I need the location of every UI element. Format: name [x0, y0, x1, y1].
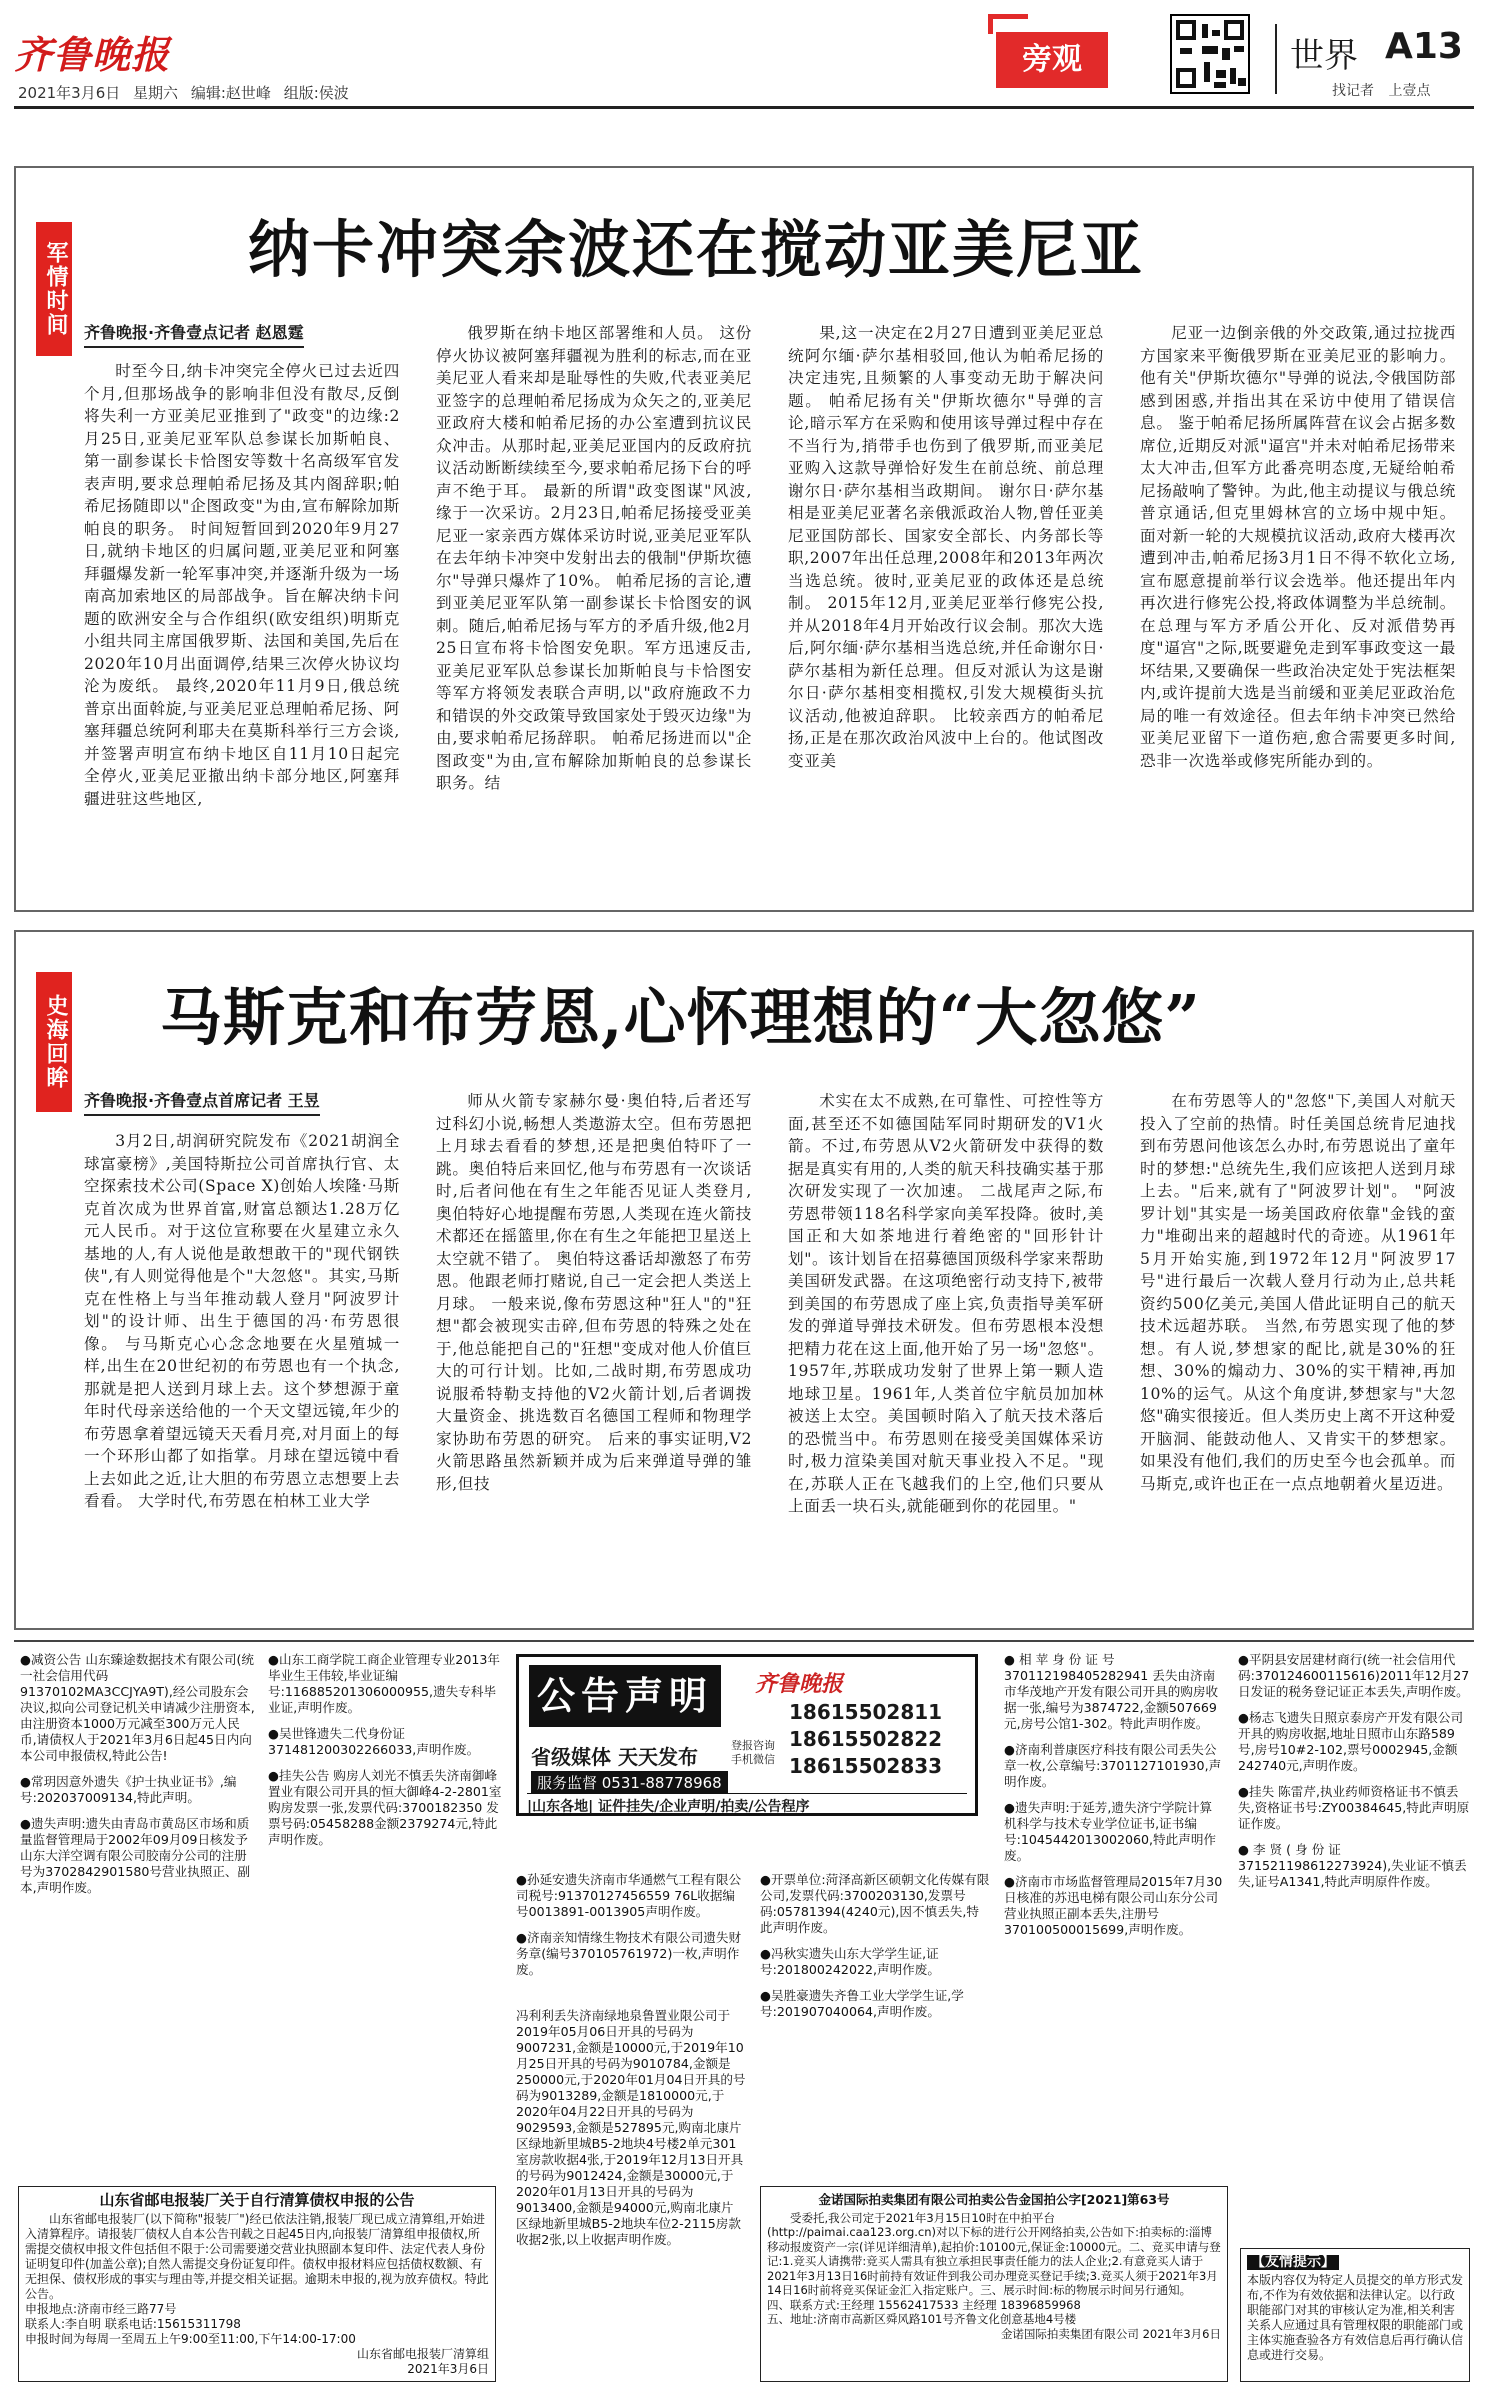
classifieds-column-4 — [760, 1872, 990, 2182]
auction-notice-title: 金诺国际拍卖集团有限公司拍卖公告金国拍公字[2021]第63号 — [818, 2192, 1170, 2207]
liquidation-notice-date: 2021年3月6日 — [407, 2362, 489, 2376]
classified-ad: ● 李 贤 ( 身 份 证371521198612273924),失业证不慎丢失,证号A1341,特此声明原件作废。 — [1238, 1842, 1467, 1889]
article1-column-3: 果,这一决定在2月27日遭到亚美尼亚总统阿尔缅·萨尔基相驳回,他认为帕希尼扬的决定违宪,且频繁的人事变动无助于解决问题。 帕希尼扬有关"伊斯坎德尔"导弹的言论,暗示军方在采购和使用该导弹过程中存在不当行为,捎带手也伤到了俄罗斯,而亚美尼亚购入这款导弹恰好发生在前总统、前总理谢尔日·萨尔基相当政期间。 谢尔日·萨尔基相是亚美尼亚著名亲俄派政治人物,曾任亚美尼亚国防部长、国家安全部长、内务部长等职,2007年出任总理,2008年和2013年两次当选总统。彼时,亚美尼亚的政体还是总统制。 2015年12月,亚美尼亚举行修宪公投,并从2018年4月开始改行议会制。那次大选后,阿尔缅·萨尔基相当选总统,并任命谢尔日·萨尔基相为新任总理。但反对派认为这是谢尔日·萨尔基相变相揽权,引发大规模街头抗议活动,他被迫辞职。 比较亲西方的帕希尼扬,正是在那次政治风波中上台的。他试图改变亚美 — [788, 324, 1104, 770]
auction-notice-contact: 四、联系方式:王经理 15562417533 主经理 18396859968 — [767, 2297, 1081, 2312]
classified-ad: ●济南利普康医疗科技有限公司丢失公章一枚,公章编号:3701127101930,声明作废。 — [1004, 1742, 1222, 1789]
classified-ad: ●平阴县安居建材商行(统一社会信用代码:370124600115616)2011年12月27日发证的税务登记证正本丢失,声明作废。 — [1238, 1652, 1470, 1699]
liquidation-notice — [18, 2186, 496, 2382]
notice-hotline: 服务监督 0531-88778968 — [531, 1771, 728, 1794]
classified-ad: ●吴胜豪遗失齐鲁工业大学学生证,学号:201907040064,声明作废。 — [760, 1988, 964, 2019]
notice-logo: 齐鲁晚报 — [755, 1671, 844, 1697]
notice-slogan: 省级媒体 天天发布 — [531, 1745, 698, 1769]
classifieds-column-5 — [1004, 1652, 1224, 2172]
classified-ad: ●挂失 陈雷芹,执业药师资格证书不慎丢失,资格证书号:ZY00384645,特此声明原证作废。 — [1238, 1784, 1470, 1831]
classified-ad: ●山东工商学院工商企业管理专业2013年毕业生王伟较,毕业证编号:116885201306000955,遗失专科毕业证,声明作废。 — [268, 1652, 500, 1715]
notice-phones — [789, 1699, 942, 1780]
section-badge: 旁观 — [996, 32, 1108, 88]
classified-ad: ●挂失公告 购房人刘光不慎丢失济南御峰置业有限公司开具的恒大御峰4-2-2801室购房发票一张,发票代码:3700182350 发票号码:05458288金额2379274元,特此声明作废。 — [268, 1768, 502, 1847]
qr-code-icon[interactable] — [1170, 14, 1250, 94]
classified-ad: ● 相 苹 身 份 证 号370112198405282941 丢失由济南市华茂地产开发有限公司开具的购房收据一张,编号为3874722,金额507669元,房号公馆1-302。特此声明作废。 — [1004, 1652, 1219, 1731]
friendly-tip-title: 【友情提示】 — [1247, 2255, 1339, 2270]
auction-notice-body: 受委托,我公司定于2021年3月15日10时在中拍平台(http://paimai.caa123.org.cn)对以下标的进行公开网络拍卖,公告如下:拍卖标的:淄博移动报废资产一宗(详见详细清单),起拍价:10100元,保证金:10000元。二、竞买申请与登记:1.竞买人请携带:竞买人需具有独立承担民事责任能力的法人企业;2.有意竞买人请于2021年3月13日16时前持有效证件到我公司办理竞买登记手续;3.竞买人须于2021年3月14日16时前将竞买保证金汇入指定账户。三、展示时间:标的物展示时间另行通知。 — [767, 2210, 1221, 2297]
classified-ad: ●遗失声明:遗失由青岛市黄岛区市场和质量监督管理局于2002年09月09日核发予山东大洋空调有限公司胶南分公司的注册号为3702842901580号营业执照正、副本,声明作废。 — [20, 1816, 251, 1895]
article1-tag: 军情时间 — [36, 222, 72, 356]
notice-contact-label: 登报咨询 手机微信 — [731, 1739, 775, 1766]
badge-corner-ornament — [988, 14, 1028, 34]
masthead-rule — [14, 106, 1474, 109]
classifieds-column-2 — [268, 1652, 504, 2002]
friendly-tip-body: 本版内容仅为特定人员提交的单方形式发布,不作为有效依据和法律认定。以行政职能部门对其的审核认定为准,相关利害关系人应通过具有管理权限的职能部门或主体实施查验各方有效信息后再行确认信息或进行交易。 — [1247, 2273, 1464, 2362]
classified-ad: ●冯秋实遗失山东大学学生证,证号:201800242022,声明作废。 — [760, 1946, 940, 1977]
article2-tag: 史海回眸 — [36, 972, 72, 1112]
auction-notice-address: 五、地址:济南市高新区舜风路101号齐鲁文化创意基地4号楼 — [767, 2312, 1077, 2326]
editor: 编辑:赵世峰 — [190, 84, 271, 102]
classified-ad: ●常玥因意外遗失《护士执业证书》,编号:202037009134,特此声明。 — [20, 1774, 237, 1805]
masthead-divider — [1275, 24, 1277, 94]
classified-ad: ●遗失声明:于延芳,遗失济宁学院计算机科学与技术专业学位证书,证书编号:1045442013002060,特此声明作废。 — [1004, 1800, 1217, 1863]
auction-notice — [760, 2186, 1228, 2382]
notice-phone[interactable]: 18615502811 — [789, 1700, 943, 1724]
liquidation-notice-title: 山东省邮电报装厂关于自行清算债权申报的公告 — [99, 2191, 415, 2209]
article2-title: 马斯克和布劳恩,心怀理想的“大忽悠” — [160, 981, 1201, 1054]
classified-ad: ●孙延安遗失济南市华通燃气工程有限公司税号:91370127456559 76L收据编号0013891-0013905声明作废。 — [516, 1872, 742, 1919]
auction-notice-sign: 金诺国际拍卖集团有限公司 2021年3月6日 — [1000, 2326, 1221, 2341]
liquidation-notice-phone: 联系人:李自明 联系电话:15615311798 — [25, 2317, 241, 2331]
reporter-hotline: 找记者 上壹点 — [1332, 83, 1431, 99]
article1-column-4: 尼亚一边倒亲俄的外交政策,通过拉拢西方国家来平衡俄罗斯在亚美尼亚的影响力。他有关"伊斯坎德尔"导弹的说法,令俄国防部感到困惑,并指出其在采访中使用了错误信息。 鉴于帕希尼扬所属阵营在议会占据多数席位,近期反对派"逼宫"并未对帕希尼扬带来太大冲击,但军方此番亮明态度,无疑给帕希尼扬敲响了警钟。为此,他主动提议与俄总统普京通话,但克里姆林宫的立场中规中矩。 面对新一轮的大规模抗议活动,政府大楼再次遭到冲击,帕希尼扬3月1日不得不软化立场,宣布愿意提前举行议会选举。他还提出年内再次进行修宪公投,将政体调整为半总统制。 在总理与军方矛盾公开化、反对派借势再度"逼宫"之际,既要避免走到军事政变这一最坏结果,又要确保一些政治决定处于宪法框架内,或许提前大选是当前缓和亚美尼亚政治危局的唯一有效途径。但去年纳卡冲突已然给亚美尼亚留下一道伤疤,愈合需要更多时间,恐非一次选举或修宪所能办到的。 — [1140, 324, 1456, 770]
classified-ad: ●减资公告 山东臻途数据技术有限公司(统一社会信用代码91370102MA3CCJYA9T),经公司股东会决议,拟向公司登记机关申请减少注册资本,由注册资本1000万元减至300万元人民币,请债权人于2021年3月6日起45日内向本公司申报债权,特此公告! — [20, 1652, 255, 1763]
article1-title: 纳卡冲突余波还在搅动亚美尼亚 — [248, 213, 1145, 286]
article2-column-3: 术实在太不成熟,在可靠性、可控性等方面,甚至还不如德国陆军同时期研发的V1火箭。不过,布劳恩从V2火箭研发中获得的数据是真实有用的,人类的航天科技确实基于那次研发实现了一次加速。 二战尾声之际,布劳恩带领118名科学家向美军投降。彼时,美国正和大如茶地进行着绝密的"回形针计划"。该计划旨在招募德国顶级科学家来帮助美国研发武器。在这项绝密行动支持下,被带到美国的布劳恩成了座上宾,负责指导美军研发的弹道导弹技术研发。但布劳恩根本没想把精力花在这上面,他开始了另一场"忽悠"。 1957年,苏联成功发射了世界上第一颗人造地球卫星。1961年,人类首位宇航员加加林被送上太空。美国顿时陷入了航天技术落后的恐慌当中。布劳恩则在接受美国媒体采访时,极力渲染美国对航天事业投入不足。"现在,苏联人正在飞越我们的上空,他们只要从上面丢一块石头,就能砸到你的花园里。" — [788, 1092, 1104, 1515]
classified-ad: ●吴世锋遗失二代身份证371481200302266033,声明作废。 — [268, 1726, 480, 1757]
notice-service-box — [516, 1654, 978, 1816]
liquidation-notice-sign: 山东省邮电报装厂清算组 — [356, 2347, 489, 2361]
classified-ad: ●杨志飞遗失日照京泰房产开发有限公司开具的购房收据,地址日照市山东路589号,房号10#2-102,票号0002945,金额242740元,声明作废。 — [1238, 1710, 1464, 1773]
classifieds-rule — [14, 1640, 1474, 1642]
classifieds-column-6 — [1238, 1652, 1470, 2112]
article2-column-4: 在布劳恩等人的"忽悠"下,美国人对航天投入了空前的热情。时任美国总统肯尼迪找到布劳恩问他该怎么办时,布劳恩说出了童年时的梦想:"总统先生,我们应该把人送到月球上去。"后来,就有了"阿波罗计划"。 "阿波罗计划"其实是一场美国政府依靠"金钱的蛮力"堆砌出来的超越时代的奇迹。从1961年5月开始实施,到1972年12月"阿波罗17号"进行最后一次载人登月行动为止,总共耗资约500亿美元,美国人借此证明自己的航天技术远超苏联。 当然,布劳恩实现了他的梦想。有人说,梦想家的配比,就是30%的狂想、30%的煽动力、30%的实干精神,再加10%的运气。从这个角度讲,梦想家与"大忽悠"确实很接近。但人类历史上离不开这种爱开脑洞、能鼓动他人、又肯实干的梦想家。如果没有他们,我们的历史至今也会孤单。而马斯克,或许也正在一点点地朝着火星迈进。 — [1140, 1092, 1456, 1493]
dateline — [18, 82, 349, 103]
article2-column-1: 3月2日,胡润研究院发布《2021胡润全球富豪榜》,美国特斯拉公司首席执行官、太空探索技术公司(Space X)创始人埃隆·马斯克首次成为世界首富,财富总额达1.28万亿元人民币。对于这位宣称要在火星建立永久基地的人,有人说他是敢想敢干的"现代钢铁侠",有人则觉得他是个"大忽悠"。其实,马斯克在性格上与当年推动载人登月"阿波罗计划"的设计师、出生于德国的冯·布劳恩很像。 与马斯克心心念念地要在火星殖城一样,出生在20世纪初的布劳恩也有一个执念,那就是把人送到月球上去。这个梦想源于童年时代母亲送给他的一个天文望远镜,年少的布劳恩拿着望远镜天天看月亮,对月面上的每一个环形山都了如指掌。月球在望远镜中看上去如此之近,让大胆的布劳恩立志想要上去看看。 大学时代,布劳恩在柏林工业大学 — [84, 1132, 400, 1510]
classifieds-column-1 — [20, 1652, 256, 2172]
classified-ad: ●济南亲知情缘生物技术有限公司遗失财务章(编号370105761972)一枚,声明作废。 — [516, 1930, 742, 1977]
article1-column-1: 时至今日,纳卡冲突完全停火已过去近四个月,但那场战争的影响非但没有散尽,反倒将失利一方亚美尼亚推到了"政变"的边缘:2月25日,亚美尼亚军队总参谋长加斯帕良、第一副参谋长卡恰图安等数十名高级军官发表声明,要求总理帕希尼扬及其内阁辞职;帕希尼扬随即以"企图政变"为由,宣布解除加斯帕良的职务。 时间短暂回到2020年9月27日,就纳卡地区的归属问题,亚美尼亚和阿塞拜疆爆发新一轮军事冲突,并逐渐升级为一场南高加索地区的局部战争。旨在解决纳卡问题的欧洲安全与合作组织(欧安组织)明斯克小组共同主席国俄罗斯、法国和美国,先后在2020年10月出面调停,结果三次停火协议均沦为废纸。 最终,2020年11月9日,俄总统普京出面斡旋,与亚美尼亚总理帕希尼扬、阿塞拜疆总统阿利耶夫在莫斯科举行三方会谈,并签署声明宣布纳卡地区自11月10日起完全停火,亚美尼亚撤出纳卡部分地区,阿塞拜疆进驻这些地区, — [84, 362, 400, 808]
classified-ad: ●济南市市场监督管理局2015年7月30日核准的苏迅电梯有限公司山东分公司营业执照正副本丢失,注册号370100500015699,声明作废。 — [1004, 1874, 1223, 1937]
notice-phone[interactable]: 18615502833 — [789, 1754, 943, 1778]
layout-editor: 组版:侯波 — [283, 84, 349, 102]
date: 2021年3月6日 — [18, 84, 121, 102]
article2-column-2: 师从火箭专家赫尔曼·奥伯特,后者还写过科幻小说,畅想人类遨游太空。但布劳恩把上月球去看看的梦想,还是把奥伯特吓了一跳。奥伯特后来回忆,他与布劳恩有一次谈话时,后者问他在有生之年能否见证人类登月,奥伯特好心地提醒布劳恩,人类现在连火箭技术都还在摇篮里,你在有生之年能把卫星送上太空就不错了。 奥伯特这番话却激怒了布劳恩。他跟老师打赌说,自己一定会把人类送上月球。 一般来说,像布劳恩这种"狂人"的"狂想"都会被现实击碎,但布劳恩的特殊之处在于,他总能把自己的"狂想"变成对他人价值巨大的可行计划。比如,二战时期,布劳恩成功说服希特勒支持他的V2火箭计划,后者调拨大量资金、挑选数百名德国工程师和物理学家协助布劳恩的研究。 后来的事实证明,V2火箭思路虽然新颖并成为后来弹道导弹的雏形,但技 — [436, 1092, 752, 1493]
article2-byline: 齐鲁晚报·齐鲁壹点首席记者 王昱 — [84, 1088, 320, 1116]
liquidation-notice-body: 山东省邮电报装厂(以下简称"报装厂")经已依法注销,报装厂现已成立清算组,开始进入清算程序。请报装厂债权人自本公告刊载之日起45日内,向报装厂清算组申报债权,所需提交债权申报文件包括但不限于:公司需要递交营业执照副本复印件、法定代表人身份证明复印件(加盖公章);自然人需提交身份证复印件。债权申报材料应包括债权数额、有无担保、债权形成的事实与理由等,并提交相关证据。逾期未申报的,视为放弃债权。特此公告。 — [25, 2212, 489, 2301]
classifieds-column-3 — [516, 1872, 746, 2252]
article1-column-2: 俄罗斯在纳卡地区部署维和人员。 这份停火协议被阿塞拜疆视为胜利的标志,而在亚美尼亚人看来却是耻辱性的失败,代表亚美尼亚签字的总理帕希尼扬成为众矢之的,亚美尼亚政府大楼和帕希尼扬的办公室遭到抗议民众冲击。从那时起,亚美尼亚国内的反政府抗议活动断断续续至今,要求帕希尼扬下台的呼声不绝于耳。 最新的所谓"政变图谋"风波,缘于一次采访。2月23日,帕希尼扬接受亚美尼亚一家亲西方媒体采访时说,亚美尼亚军队在去年纳卡冲突中发射出去的俄制"伊斯坎德尔"导弹只爆炸了10%。 帕希尼扬的言论,遭到亚美尼亚军队第一副参谋长卡恰图安的讽刺。随后,帕希尼扬与军方的矛盾升级,他2月25日宣布将卡恰图安免职。军方迅速反击,亚美尼亚军队总参谋长加斯帕良与卡恰图安等军方将领发表联合声明,以"政府施政不力和错误的外交政策导致国家处于毁灭边缘"为由,要求帕希尼扬辞职。 帕希尼扬进而以"企图政变"为由,宣布解除加斯帕良的总参谋长职务。结 — [436, 324, 752, 792]
article1-byline: 齐鲁晚报·齐鲁壹点记者 赵恩霆 — [84, 320, 304, 348]
liquidation-notice-address: 申报地点:济南市经三路77号 — [25, 2302, 177, 2316]
section-name: 世界 — [1290, 36, 1358, 76]
weekday: 星期六 — [133, 84, 179, 102]
friendly-tip — [1240, 2248, 1470, 2382]
notice-phone[interactable]: 18615502822 — [789, 1727, 943, 1751]
liquidation-notice-time: 申报时间为每周一至周五上午9:00至11:00,下午14:00-17:00 — [25, 2332, 356, 2346]
notice-service-bar: |山东各地| 证件挂失/企业声明/拍卖/公告程序 — [527, 1793, 967, 1816]
newspaper-logo: 齐鲁晚报 — [14, 32, 171, 77]
page-number: A13 — [1385, 26, 1463, 67]
classified-ad: ●开票单位:菏泽高新区硕朝文化传媒有限公司,发票代码:3700203130,发票号码:05781394(4240元),因不慎丢失,特此声明作废。 — [760, 1872, 990, 1935]
classified-ad: 冯利利丢失济南绿地泉鲁置业限公司于2019年05月06日开具的号码为9007231,金额是10000元,于2019年10月25日开具的号码为9010784,金额是250000元,于2020年01月04日开具的号码为9013289,金额是1810000元,于2020年04月22日开具的号码为9029593,金额是527895元,购南北康片区绿地新里城B5-2地块4号楼2单元301室房款收据4张,于2019年12月13日开具的号码为9012424,金额是30000元,于2020年01月13日开具的号码为9013400,金额是94000元,购南北康片区绿地新里城B5-2地块车位2-2115房款收据2张,以上收据声明作废。 — [516, 2008, 746, 2247]
notice-title: 公告声明 — [529, 1665, 721, 1727]
